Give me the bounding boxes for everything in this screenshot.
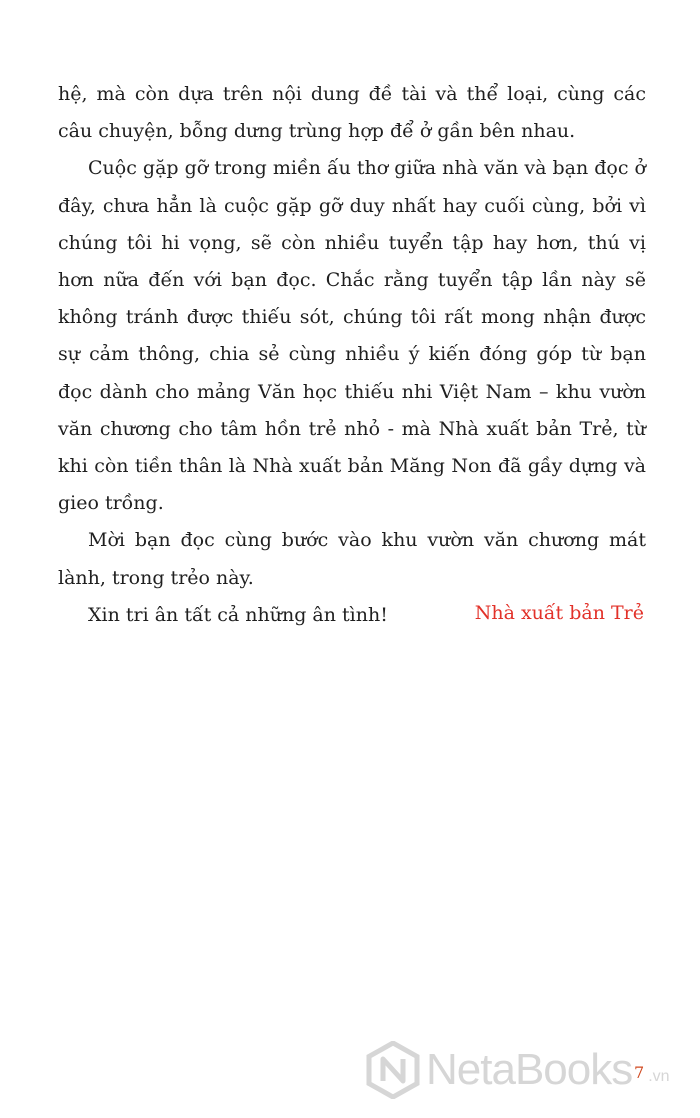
body-text [58,76,646,634]
watermark-text: NetaBooks [426,1045,633,1094]
watermark-suffix: .vn [648,1068,670,1085]
netabooks-logo-icon [364,1041,422,1099]
paragraph-1: hệ, mà còn dựa trên nội dung đề tài và thể loại, cùng các câu chuyện, bỗng dưng trùng hợp để ở gần bên nhau. [58,83,646,143]
publisher-signature: Nhà xuất bản Trẻ [474,602,644,624]
paragraph-3: Mời bạn đọc cùng bước vào khu vườn văn chương mát lành, trong trẻo này. [58,529,646,589]
paragraph-2: Cuộc gặp gỡ trong miền ấu thơ giữa nhà văn và bạn đọc ở đây, chưa hẳn là cuộc gặp gỡ duy nhất hay cuối cùng, bởi vì chúng tôi hi vọng, sẽ còn nhiều tuyển tập hay hơn, thú vị hơn nữa đến với bạn đọc. Chắc rằng tuyển tập lần này sẽ không tránh được thiếu sót, chúng tôi rất mong nhận được sự cảm thông, chia sẻ cùng nhiều ý kiến đóng góp từ bạn đọc dành cho mảng Văn học thiếu nhi Việt Nam – khu vườn văn chương cho tâm hồn trẻ nhỏ - mà Nhà xuất bản Trẻ, từ khi còn tiền thân là Nhà xuất bản Măng Non đã gầy dựng và gieo trồng. [58,157,646,515]
watermark [364,1040,694,1100]
paragraph-4: Xin tri ân tất cả những ân tình! [88,603,388,626]
page-number: 7 [634,1063,645,1082]
